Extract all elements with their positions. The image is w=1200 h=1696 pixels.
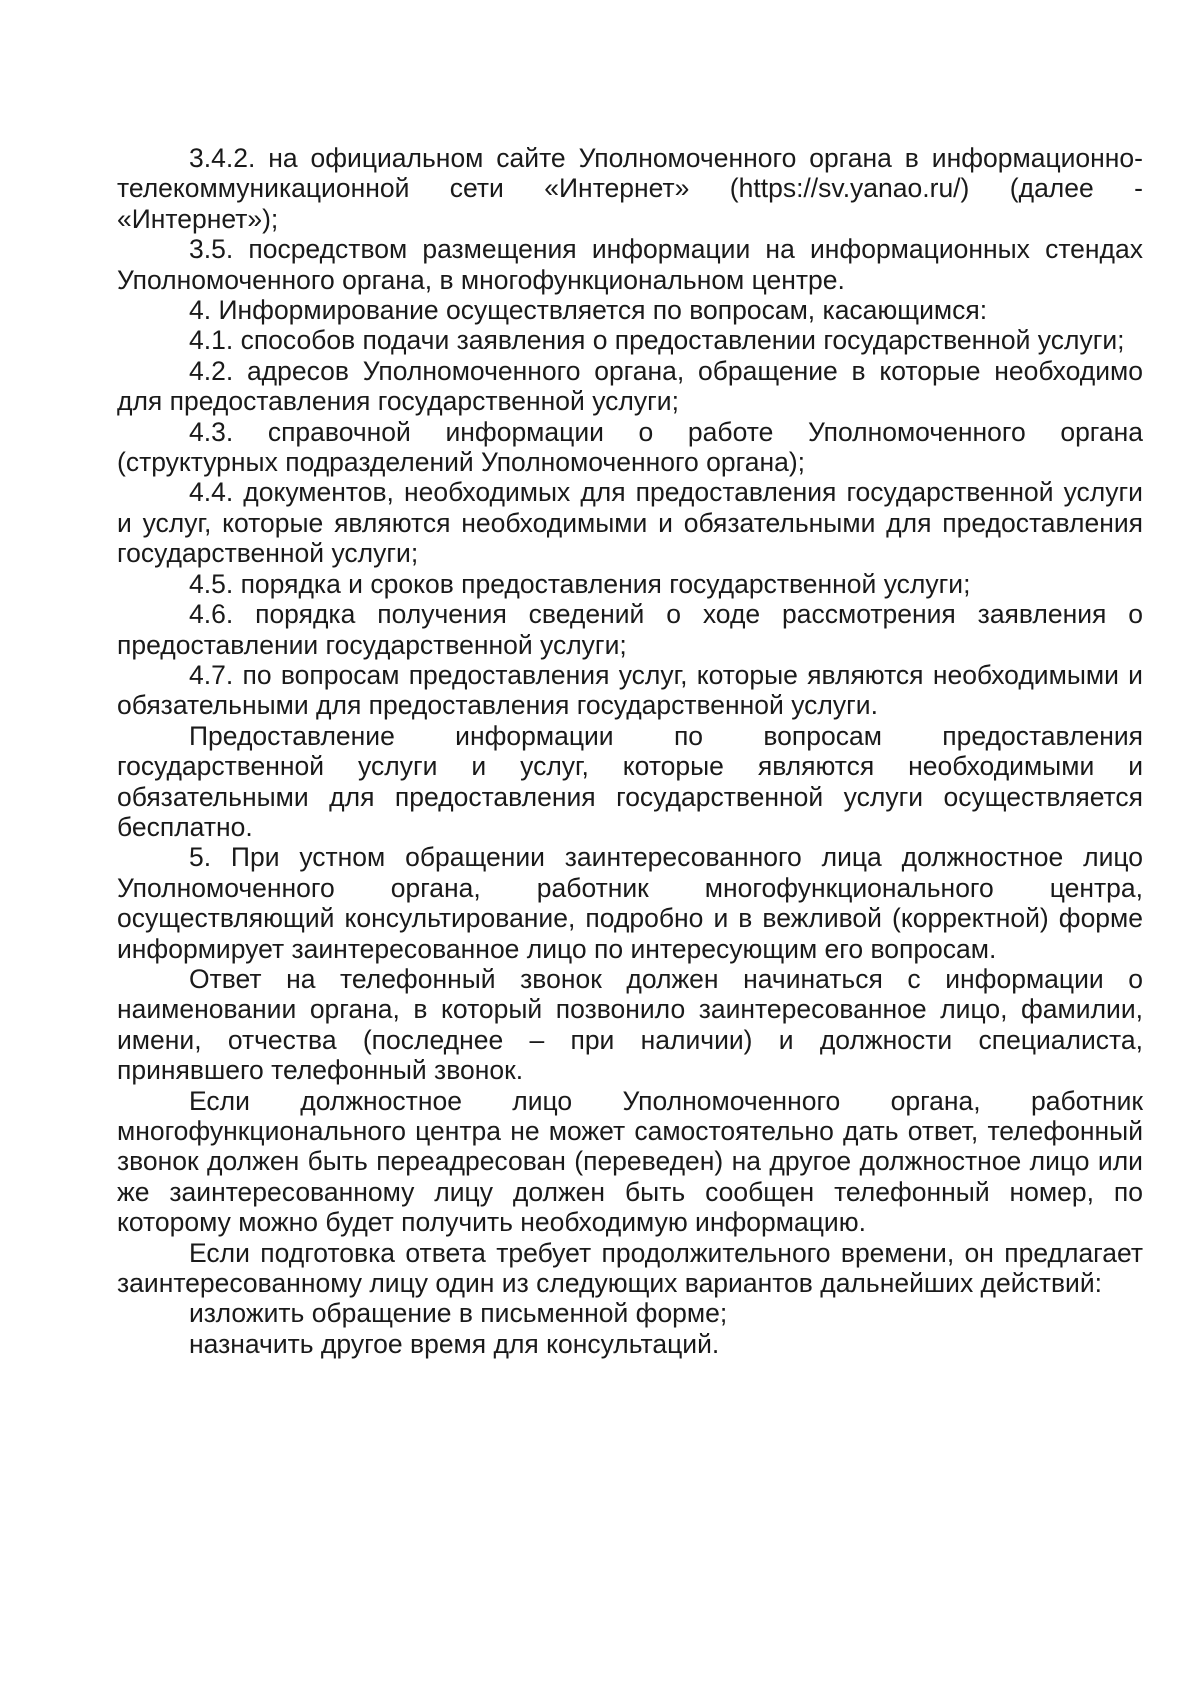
paragraph-4-4: 4.4. документов, необходимых для предоставления государственной услуги и услуг, которые являются необходимыми и обязательными для предоставления государственной услуги; [117, 477, 1143, 569]
paragraph-long-preparation: Если подготовка ответа требует продолжительного времени, он предлагает заинтересованному лицу один из следующих вариантов дальнейших действий: [117, 1237, 1143, 1299]
paragraph-4: 4. Информирование осуществляется по вопросам, касающимся: [189, 295, 988, 326]
document-page [117, 143, 1143, 1359]
list-item-written-form: изложить обращение в письменной форме; [189, 1298, 728, 1329]
paragraph-5: 5. При устном обращении заинтересованного лица должностное лицо Уполномоченного органа, работник многофункционального центра, осуществляющий консультирование, подробно и в вежливой (корректной) форме информирует заинтересованное лицо по интересующим его вопросам. [117, 842, 1143, 964]
list-item-other-time: назначить другое время для консультаций. [189, 1328, 720, 1359]
paragraph-free-of-charge: Предоставление информации по вопросам предоставления государственной услуги и услуг, которые являются необходимыми и обязательными для предоставления государственной услуги осуществляется бесплатно. [117, 720, 1143, 842]
paragraph-3-4-2: 3.4.2. на официальном сайте Уполномоченного органа в информационно-телекоммуникационной сети «Интернет» (https://sv.yanao.ru/) (далее - «Интернет»); [117, 143, 1143, 234]
paragraph-4-1: 4.1. способов подачи заявления о предоставлении государственной услуги; [189, 325, 1125, 356]
paragraph-4-5: 4.5. порядка и сроков предоставления государственной услуги; [189, 568, 971, 599]
paragraph-redirect: Если должностное лицо Уполномоченного органа, работник многофункционального центра не может самостоятельно дать ответ, телефонный звонок должен быть переадресован (переведен) на другое должностное лицо или же заинтересованному лицу должен быть сообщен телефонный номер, по которому можно будет получить необходимую информацию. [117, 1085, 1143, 1238]
paragraph-4-3: 4.3. справочной информации о работе Уполномоченного органа (структурных подразделений Уполномоченного органа); [117, 416, 1143, 478]
paragraph-phone-answer: Ответ на телефонный звонок должен начинаться с информации о наименовании органа, в который позвонило заинтересованное лицо, фамилии, имени, отчества (последнее – при наличии) и должности специалиста, принявшего телефонный звонок. [117, 963, 1143, 1086]
paragraph-3-5: 3.5. посредством размещения информации на информационных стендах Уполномоченного органа, в многофункциональном центре. [117, 234, 1143, 295]
paragraph-4-7: 4.7. по вопросам предоставления услуг, которые являются необходимыми и обязательными для предоставления государственной услуги. [117, 659, 1143, 721]
paragraph-4-6: 4.6. порядка получения сведений о ходе рассмотрения заявления о предоставлении государственной услуги; [117, 599, 1143, 660]
paragraph-4-2: 4.2. адресов Уполномоченного органа, обращение в которые необходимо для предоставления государственной услуги; [117, 355, 1143, 417]
